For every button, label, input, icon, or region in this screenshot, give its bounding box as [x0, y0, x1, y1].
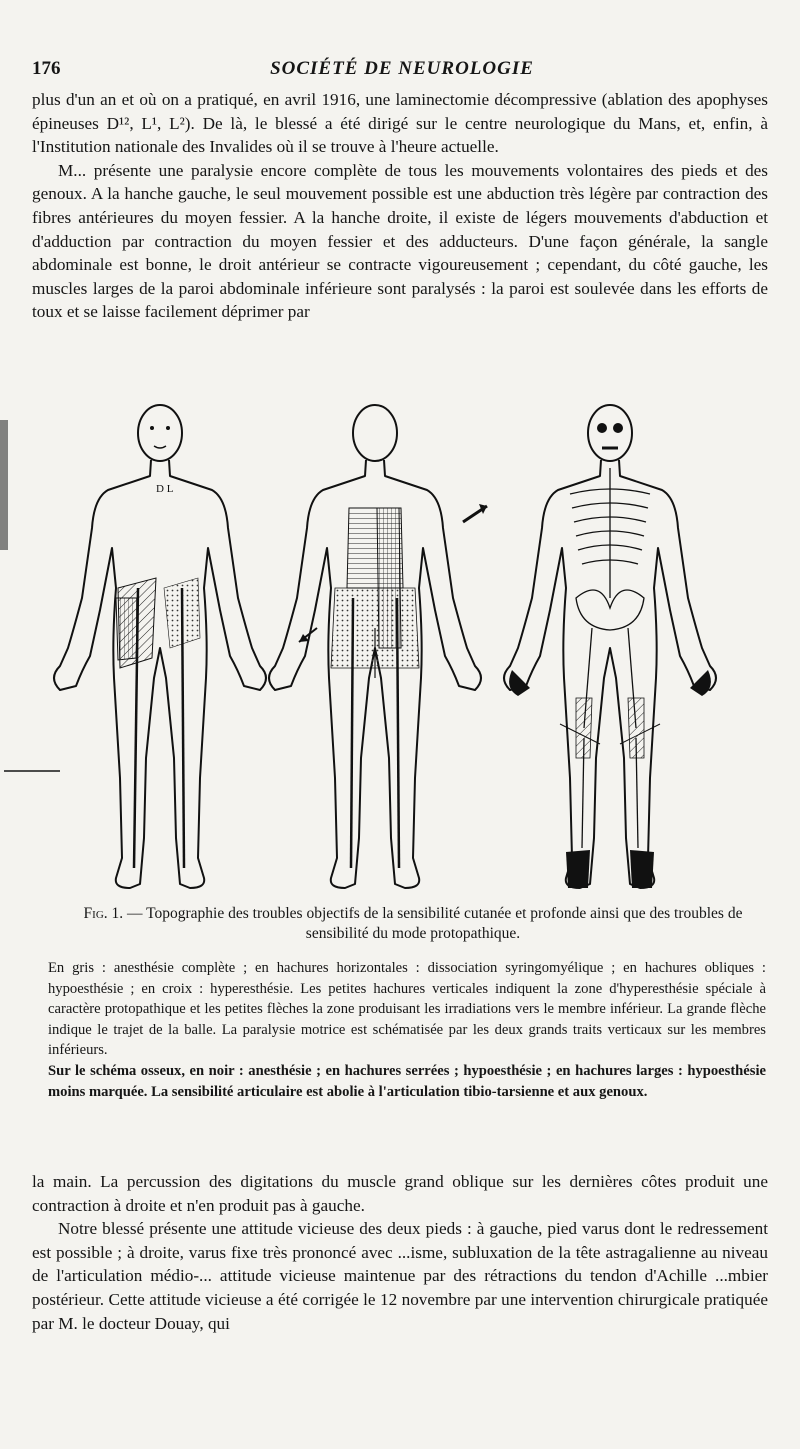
page-number: 176	[32, 58, 61, 79]
scan-margin-mark	[0, 420, 8, 550]
skeleton-figure	[504, 405, 716, 888]
figure-caption-text: — Topographie des troubles objectifs de la sensibilité cutanée et profonde ainsi que des troubles de sensibilité du mode protopathique.	[127, 905, 743, 942]
front-body-figure	[54, 405, 266, 888]
body-diagram	[40, 384, 760, 904]
figure-legend	[48, 958, 766, 1102]
legend-paragraph: Sur le schéma osseux, en noir : anesthésie ; en hachures serrées ; hypoesthésie ; en hachures larges : hypoesthésie moins marquée. La sensibilité articulaire est abolie à l'articulation tibio-tarsienne et aux genoux.	[48, 1062, 766, 1100]
body-text-bottom	[32, 1170, 768, 1335]
back-body-figure	[269, 405, 487, 888]
paragraph: Notre blessé présente une attitude vicieuse des deux pieds : à gauche, pied varus dont le redressement est possible ; à droite, varus fixe très prononcé avec ...isme, subluxation de la tête astragalienne au niveau de l'articulation médio-... attitude vicieuse maintenue par des rétractions du tendon d'Achille ...mbier postérieur. Cette attitude vicieuse a été corrigée le 12 novembre par une intervention chirurgicale pratiquée par M. le docteur Douay, qui	[32, 1219, 768, 1333]
body-text-top	[32, 88, 768, 324]
page-header	[32, 58, 772, 86]
dermatome-label: D L	[156, 483, 174, 495]
paragraph: la main. La percussion des digitations du muscle grand oblique sur les dernières côtes produit une contraction à droite et n'en produit pas à gauche.	[32, 1172, 768, 1215]
paragraph: plus d'un an et où on a pratiqué, en avril 1916, une laminectomie décompressive (ablation des apophyses épineuses D¹², L¹, L²). De là, le blessé a été dirigé sur le centre neurologique du Mans, et, enfin, à l'Institution nationale des Invalides où il se trouve à l'heure actuelle.	[32, 90, 768, 157]
figure-label: Fig. 1.	[83, 905, 124, 922]
legend-paragraph: En gris : anesthésie complète ; en hachures horizontales : dissociation syringomyélique ; en hachures obliques : hypoesthésie ; en croix : hyperesthésie. Les petites hachures verticales indiquent la zone d'hyperesthésie spéciale à caractère protopathique et les petites flèches la zone produisant les irradiations vers le membre inférieur. La grande flèche indique le trajet de la balle. La paralysie motrice est schématisée par les deux grands traits verticaux sur les membres inférieurs.	[48, 960, 766, 1059]
paragraph: M... présente une paralysie encore complète de tous les mouvements volontaires des pieds et des genoux. A la hanche gauche, le seul mouvement possible est une abduction très légère par contraction des fibres antérieures du moyen fessier. A la hanche droite, il existe de légers mouvements d'abduction et d'adduction par contraction du moyen fessier et des adducteurs. D'une façon générale, la sangle abdominale est bonne, le droit antérieur se contracte vigoureusement ; cependant, du côté gauche, les muscles larges de la paroi abdominale inférieure sont paralysés : la paroi est soulevée dans les efforts de toux et se laisse facilement déprimer par	[32, 160, 768, 322]
running-title: SOCIÉTÉ DE NEUROLOGIE	[270, 58, 534, 79]
figure-caption	[68, 904, 758, 944]
anatomical-figure	[40, 384, 760, 904]
